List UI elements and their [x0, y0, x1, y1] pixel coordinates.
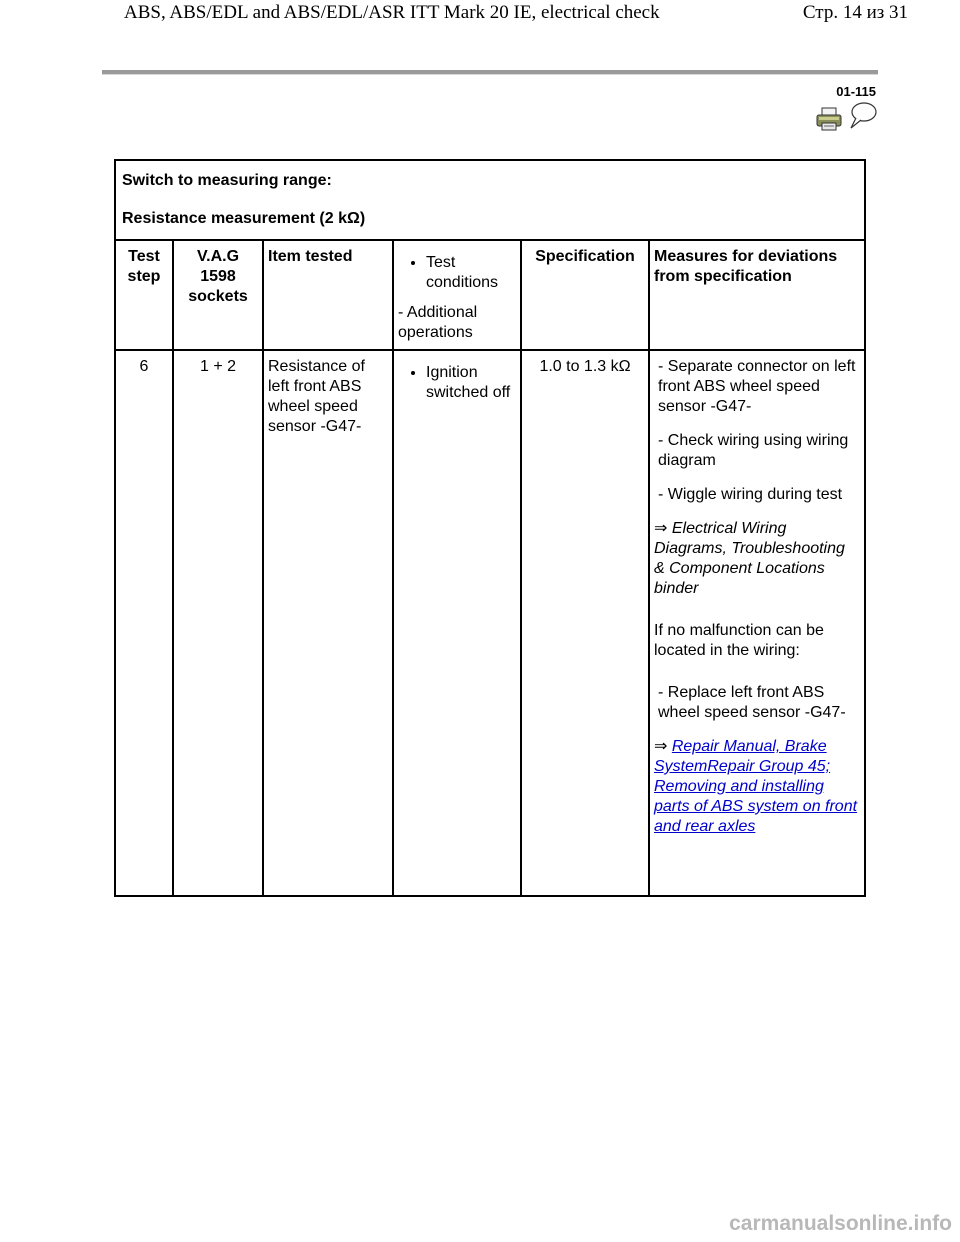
repair-manual-reference [654, 737, 860, 837]
measure-check-wiring: - Check wiring using wiring diagram [658, 432, 849, 469]
measure-separate-connector: - Separate connector on left front ABS wheel speed sensor -G47- [658, 358, 856, 415]
printer-icon[interactable] [816, 107, 842, 131]
header-item-tested: Item tested [263, 240, 393, 350]
row-measures [649, 350, 865, 896]
measure-replace-sensor: - Replace left front ABS wheel speed sensor -G47- [658, 684, 846, 721]
row-conditions-bullet: • Ignition switched off [426, 363, 516, 403]
comment-bubble-icon[interactable] [846, 101, 878, 129]
row-test-step: 6 [115, 350, 173, 896]
arrow-right-icon: ⇒ [654, 738, 668, 755]
measurement-table [114, 159, 866, 897]
resistance-range-label: Resistance measurement (2 kΩ) [122, 210, 366, 227]
watermark: carmanualsonline.info [729, 1212, 952, 1235]
header-test-conditions [393, 240, 521, 350]
page-indicator: Стр. 14 из 31 [802, 2, 908, 23]
arrow-right-icon: ⇒ [654, 520, 668, 537]
row-item-tested: Resistance of left front ABS wheel speed sensor -G47- [263, 350, 393, 896]
header-additional-operations: - Additional operations [398, 304, 478, 341]
header-divider [102, 70, 878, 75]
header-test-step: Test step [115, 240, 173, 350]
measuring-range-label: Switch to measuring range: [122, 172, 332, 189]
no-malfunction-note: If no malfunction can be located in the wiring: [654, 622, 824, 659]
repair-manual-link[interactable]: Repair Manual, Brake SystemRepair Group 45; Removing and installing parts of ABS system on front and rear axles [654, 738, 858, 835]
header-measures: Measures for deviations from specification [649, 240, 865, 350]
header-vag-sockets: V.A.G 1598 sockets [173, 240, 263, 350]
wiring-diagram-reference [654, 519, 860, 599]
table-title-cell [115, 160, 865, 240]
row-test-conditions [393, 350, 521, 896]
document-title: ABS, ABS/EDL and ABS/EDL/ASR ITT Mark 20 IE, electrical check [124, 2, 660, 23]
header-conditions-bullet: • Test conditions [426, 253, 516, 293]
header-specification: Specification [521, 240, 649, 350]
measure-wiggle-wiring: - Wiggle wiring during test [658, 486, 843, 503]
row-vag-sockets: 1 + 2 [173, 350, 263, 896]
wiring-diagram-reference-text: Electrical Wiring Diagrams, Troubleshooting & Component Locations binder [654, 520, 845, 597]
row-specification: 1.0 to 1.3 kΩ [521, 350, 649, 896]
document-number: 01-115 [836, 84, 876, 99]
